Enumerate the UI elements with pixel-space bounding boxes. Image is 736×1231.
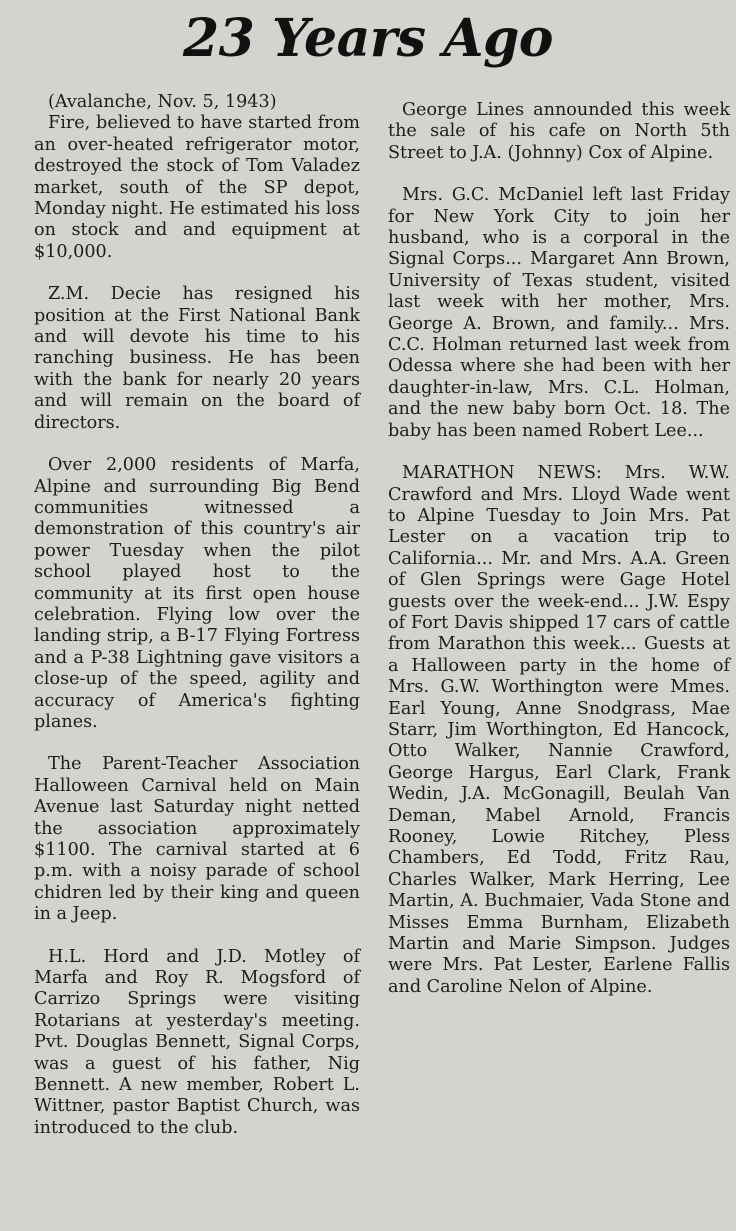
article-pta-carnival: The Parent-Teacher Association Halloween Carnival held on Main Avenue last Saturday night netted the association approximately $1100. The carnival started at 6 p.m. with a noisy parade of school chidren led by their king and queen in a Jeep.: [34, 754, 360, 925]
article-rotarians: H.L. Hord and J.D. Motley of Marfa and Roy R. Mogsford of Carrizo Springs were visiting Rotarians at yesterday's meeting. Pvt. Douglas Bennett, Signal Corps, was a guest of his father, Nig Bennett. A new member, Robert L. Wittner, pastor Baptist Church, was introduced to the club.: [34, 946, 360, 1138]
right-column: [388, 100, 730, 1019]
article-fire: Fire, believed to have started from an over-heated refrigerator motor, destroyed the stock of Tom Valadez market, south of the SP depot, Monday night. He estimated his loss on stock and and equipment at $10,000.: [34, 113, 360, 262]
dateline: (Avalanche, Nov. 5, 1943): [48, 92, 277, 112]
left-column: [34, 92, 360, 1160]
article-cafe-sale: George Lines announded this week the sale of his cafe on North 5th Street to J.A. (Johnny) Cox of Alpine.: [388, 100, 730, 163]
article-social-notes: Mrs. G.C. McDaniel left last Friday for New York City to join her husband, who is a corporal in the Signal Corps... Margaret Ann Brown, University of Texas student, visited last week with her mother, Mrs. George A. Brown, and family... Mrs. C.C. Holman returned last week from Odessa where she had been with her daughter-in-law, Mrs. C.L. Holman, and the new baby born Oct. 18. The baby has been named Robert Lee...: [388, 185, 730, 441]
article-decie-resigns: Z.M. Decie has resigned his position at the First National Bank and will devote his time to his ranching business. He has been with the bank for nearly 20 years and will remain on the board of directors.: [34, 284, 360, 433]
headline: 23 Years Ago: [182, 8, 553, 69]
article-marathon-news: MARATHON NEWS: Mrs. W.W. Crawford and Mrs. Lloyd Wade went to Alpine Tuesday to Join Mrs. Pat Lester on a vacation trip to California... Mr. and Mrs. A.A. Green of Glen Springs were Gage Hotel guests over the week-end... J.W. Espy of Fort Davis shipped 17 cars of cattle from Marathon this week... Guests at a Halloween party in the home of Mrs. G.W. Worthington were Mmes. Earl Young, Anne Snodgrass, Mae Starr, Jim Worthington, Ed Hancock, Otto Walker, Nannie Crawford, George Hargus, Earl Clark, Frank Wedin, J.A. McGonagill, Beulah Van Deman, Mabel Arnold, Francis Rooney, Lowie Ritchey, Pless Chambers, Ed Todd, Fritz Rau, Charles Walker, Mark Herring, Lee Martin, A. Buchmaier, Vada Stone and Misses Emma Burnham, Elizabeth Martin and Marie Simpson. Judges were Mrs. Pat Lester, Earlene Fallis and Caroline Nelon of Alpine.: [388, 463, 730, 997]
article-air-power-demonstration: Over 2,000 residents of Marfa, Alpine and surrounding Big Bend communities witnessed a demonstration of this country's air power Tuesday when the pilot school played host to the community at its first open house celebration. Flying low over the landing strip, a B-17 Flying Fortress and a P-38 Lightning gave visitors a close-up of the speed, agility and accuracy of America's fighting planes.: [34, 455, 360, 732]
